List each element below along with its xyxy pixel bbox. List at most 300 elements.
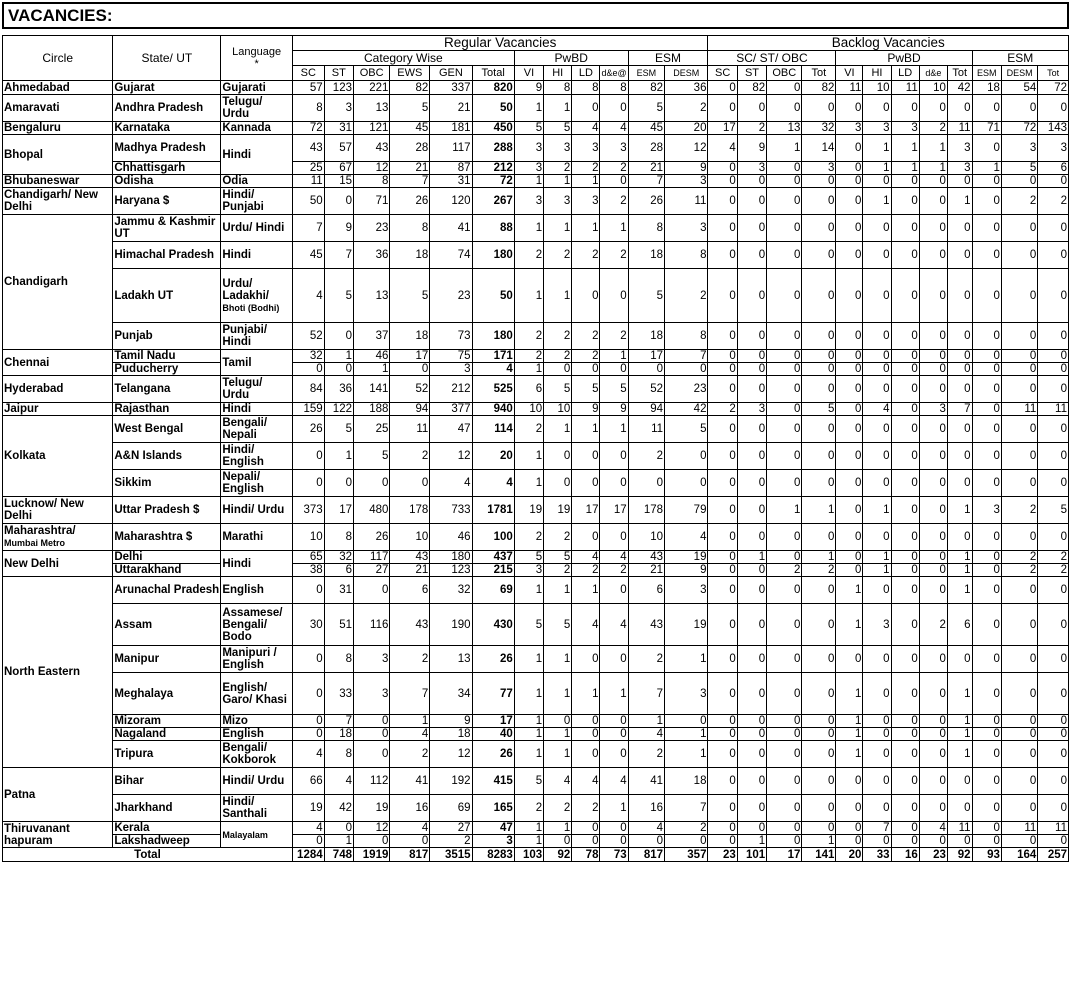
value-cell: 1	[947, 741, 972, 768]
value-cell: 40	[472, 728, 514, 741]
language-cell: Tamil	[221, 350, 293, 376]
value-cell: 77	[472, 673, 514, 715]
value-cell: 0	[1038, 768, 1069, 795]
value-cell: 4	[544, 768, 572, 795]
value-cell: 2	[628, 646, 664, 673]
value-cell: 1	[353, 363, 389, 376]
value-cell: 116	[353, 604, 389, 646]
value-cell: 215	[472, 564, 514, 577]
value-cell: 2	[600, 242, 628, 269]
table-row	[3, 376, 1069, 403]
value-cell: 0	[1001, 835, 1037, 848]
value-cell: 3	[472, 835, 514, 848]
value-cell: 23	[665, 376, 708, 403]
value-cell: 1	[514, 363, 543, 376]
value-cell: 0	[572, 822, 600, 835]
header-language-mark: *	[254, 58, 259, 70]
value-cell: 0	[802, 646, 836, 673]
value-cell: 0	[919, 835, 947, 848]
value-cell: 43	[292, 135, 324, 162]
value-cell: 0	[1038, 363, 1069, 376]
value-cell: 13	[353, 95, 389, 122]
value-cell: 123	[430, 564, 472, 577]
header-backlog-esm: ESM	[972, 51, 1068, 66]
value-cell: 2	[390, 741, 430, 768]
col-header-regular-6: VI	[514, 66, 543, 81]
col-header-backlog-0: SC	[708, 66, 737, 81]
value-cell: 0	[600, 524, 628, 551]
value-cell: 0	[292, 470, 324, 497]
value-cell: 1	[600, 215, 628, 242]
value-cell: 23	[430, 269, 472, 323]
language-cell	[221, 323, 293, 350]
value-cell: 0	[767, 376, 802, 403]
state-cell: Punjab	[113, 323, 221, 350]
value-cell: 1	[947, 551, 972, 564]
value-cell: 0	[1001, 269, 1037, 323]
value-cell: 75	[430, 350, 472, 363]
header-regular-vacancies: Regular Vacancies	[292, 36, 708, 51]
value-cell: 0	[767, 524, 802, 551]
value-cell: 0	[767, 350, 802, 363]
value-cell: 3	[514, 162, 543, 175]
value-cell: 7	[324, 242, 353, 269]
table-row	[3, 728, 1069, 741]
value-cell: 1	[665, 741, 708, 768]
value-cell: 0	[390, 363, 430, 376]
value-cell: 0	[972, 524, 1001, 551]
value-cell: 0	[737, 795, 766, 822]
value-cell: 0	[737, 175, 766, 188]
value-cell: 114	[472, 416, 514, 443]
value-cell: 221	[353, 81, 389, 95]
language-cell	[221, 175, 293, 188]
value-cell: 4	[600, 551, 628, 564]
header-sc-st-obc: SC/ ST/ OBC	[708, 51, 836, 66]
value-cell: 0	[836, 795, 863, 822]
value-cell: 0	[1038, 715, 1069, 728]
value-cell: 3	[572, 188, 600, 215]
value-cell: 0	[891, 551, 919, 564]
total-value-cell: 93	[972, 848, 1001, 862]
value-cell: 19	[514, 497, 543, 524]
value-cell: 0	[737, 646, 766, 673]
state-cell: Uttar Pradesh $	[113, 497, 221, 524]
value-cell: 57	[324, 135, 353, 162]
language-cell	[221, 470, 293, 497]
value-cell: 0	[972, 443, 1001, 470]
value-cell: 120	[430, 188, 472, 215]
value-cell: 0	[863, 768, 891, 795]
value-cell: 0	[891, 728, 919, 741]
value-cell: 13	[353, 269, 389, 323]
value-cell: 0	[836, 403, 863, 416]
value-cell: 0	[390, 470, 430, 497]
value-cell: 2	[1038, 188, 1069, 215]
value-cell: 4	[628, 728, 664, 741]
language-cell	[221, 95, 293, 122]
value-cell: 2	[1001, 551, 1037, 564]
value-cell: 79	[665, 497, 708, 524]
circle-name: Lucknow/ New Delhi	[4, 498, 84, 522]
value-cell: 0	[891, 768, 919, 795]
value-cell: 0	[665, 363, 708, 376]
value-cell: 0	[972, 673, 1001, 715]
value-cell: 0	[972, 135, 1001, 162]
value-cell: 0	[891, 376, 919, 403]
value-cell: 8	[324, 524, 353, 551]
value-cell: 4	[472, 470, 514, 497]
value-cell: 5	[514, 768, 543, 795]
value-cell: 0	[665, 835, 708, 848]
value-cell: 3	[737, 162, 766, 175]
value-cell: 0	[708, 551, 737, 564]
value-cell: 1	[600, 673, 628, 715]
value-cell: 0	[708, 376, 737, 403]
table-row	[3, 242, 1069, 269]
value-cell: 0	[544, 443, 572, 470]
value-cell: 32	[324, 551, 353, 564]
value-cell: 18	[628, 242, 664, 269]
value-cell: 1	[324, 835, 353, 848]
value-cell: 0	[863, 728, 891, 741]
value-cell: 5	[324, 269, 353, 323]
value-cell: 84	[292, 376, 324, 403]
table-row	[3, 363, 1069, 376]
circle-cell	[3, 175, 113, 188]
value-cell: 45	[628, 122, 664, 135]
value-cell: 5	[514, 551, 543, 564]
value-cell: 1	[572, 175, 600, 188]
language-cell	[221, 443, 293, 470]
value-cell: 0	[863, 715, 891, 728]
value-cell: 0	[891, 443, 919, 470]
value-cell: 2	[600, 564, 628, 577]
value-cell: 1	[572, 577, 600, 604]
value-cell: 0	[1001, 443, 1037, 470]
value-cell: 31	[324, 122, 353, 135]
value-cell: 47	[430, 416, 472, 443]
value-cell: 0	[1038, 577, 1069, 604]
value-cell: 0	[802, 768, 836, 795]
total-value-cell: 1284	[292, 848, 324, 862]
language-name: English/ Garo/ Khasi	[222, 681, 287, 706]
value-cell: 0	[802, 242, 836, 269]
value-cell: 0	[891, 577, 919, 604]
value-cell: 0	[1038, 95, 1069, 122]
col-header-regular-5: Total	[472, 66, 514, 81]
value-cell: 4	[390, 822, 430, 835]
value-cell: 33	[324, 673, 353, 715]
value-cell: 165	[472, 795, 514, 822]
value-cell: 0	[1038, 741, 1069, 768]
value-cell: 2	[737, 122, 766, 135]
value-cell: 2	[572, 162, 600, 175]
value-cell: 0	[863, 470, 891, 497]
value-cell: 0	[767, 323, 802, 350]
language-name: Hindi/ Urdu	[222, 775, 285, 787]
circle-cell	[3, 497, 113, 524]
value-cell: 2	[919, 604, 947, 646]
value-cell: 0	[737, 470, 766, 497]
value-cell: 6	[1038, 162, 1069, 175]
state-cell: Ladakh UT	[113, 269, 221, 323]
value-cell: 0	[972, 564, 1001, 577]
value-cell: 1	[891, 162, 919, 175]
table-row	[3, 715, 1069, 728]
circle-name: Thiruvanant hapuram	[4, 822, 70, 847]
total-value-cell: 103	[514, 848, 543, 862]
value-cell: 0	[947, 470, 972, 497]
value-cell: 1	[802, 835, 836, 848]
value-cell: 0	[1001, 95, 1037, 122]
value-cell: 2	[600, 323, 628, 350]
value-cell: 0	[292, 577, 324, 604]
value-cell: 2	[390, 443, 430, 470]
value-cell: 65	[292, 551, 324, 564]
value-cell: 0	[572, 269, 600, 323]
total-value-cell: 1919	[353, 848, 389, 862]
language-name: Mizo	[222, 715, 248, 727]
value-cell: 0	[353, 715, 389, 728]
value-cell: 0	[947, 376, 972, 403]
value-cell: 3	[353, 673, 389, 715]
value-cell: 18	[972, 81, 1001, 95]
value-cell: 0	[802, 524, 836, 551]
col-header-regular-1: ST	[324, 66, 353, 81]
value-cell: 0	[708, 564, 737, 577]
value-cell: 21	[628, 564, 664, 577]
value-cell: 0	[600, 470, 628, 497]
value-cell: 94	[390, 403, 430, 416]
language-cell	[221, 215, 293, 242]
value-cell: 9	[324, 215, 353, 242]
value-cell: 180	[472, 323, 514, 350]
value-cell: 1	[600, 416, 628, 443]
value-cell: 0	[919, 795, 947, 822]
value-cell: 0	[919, 564, 947, 577]
value-cell: 1	[514, 269, 543, 323]
language-name: Hindi	[222, 403, 252, 415]
value-cell: 0	[767, 715, 802, 728]
value-cell: 437	[472, 551, 514, 564]
language-cell	[221, 577, 293, 604]
value-cell: 0	[737, 188, 766, 215]
value-cell: 0	[836, 470, 863, 497]
value-cell: 0	[836, 416, 863, 443]
value-cell: 0	[767, 646, 802, 673]
table-row	[3, 604, 1069, 646]
value-cell: 0	[891, 363, 919, 376]
value-cell: 0	[767, 443, 802, 470]
value-cell: 0	[919, 350, 947, 363]
col-header-regular-7: HI	[544, 66, 572, 81]
value-cell: 8	[665, 242, 708, 269]
col-header-backlog-2: OBC	[767, 66, 802, 81]
total-value-cell: 817	[390, 848, 430, 862]
circle-name: Kolkata	[4, 450, 46, 462]
value-cell: 0	[891, 95, 919, 122]
value-cell: 0	[947, 215, 972, 242]
value-cell: 0	[836, 376, 863, 403]
value-cell: 2	[544, 564, 572, 577]
value-cell: 0	[708, 269, 737, 323]
value-cell: 1	[324, 443, 353, 470]
value-cell: 8	[600, 81, 628, 95]
value-cell: 0	[600, 741, 628, 768]
circle-cell	[3, 95, 113, 122]
value-cell: 0	[972, 323, 1001, 350]
value-cell: 1	[544, 646, 572, 673]
value-cell: 0	[292, 673, 324, 715]
value-cell: 3	[544, 135, 572, 162]
value-cell: 1	[972, 162, 1001, 175]
value-cell: 0	[802, 577, 836, 604]
value-cell: 3	[514, 188, 543, 215]
value-cell: 11	[1038, 403, 1069, 416]
value-cell: 4	[863, 403, 891, 416]
value-cell: 0	[767, 835, 802, 848]
value-cell: 50	[472, 95, 514, 122]
value-cell: 27	[430, 822, 472, 835]
language-name: English	[222, 728, 264, 740]
value-cell: 82	[390, 81, 430, 95]
value-cell: 0	[802, 822, 836, 835]
value-cell: 71	[972, 122, 1001, 135]
value-cell: 0	[836, 768, 863, 795]
value-cell: 2	[628, 443, 664, 470]
value-cell: 10	[863, 81, 891, 95]
value-cell: 30	[292, 604, 324, 646]
value-cell: 2	[767, 564, 802, 577]
value-cell: 0	[972, 363, 1001, 376]
state-cell: Maharashtra $	[113, 524, 221, 551]
value-cell: 1	[947, 497, 972, 524]
value-cell: 0	[1038, 323, 1069, 350]
value-cell: 1	[863, 564, 891, 577]
value-cell: 0	[767, 795, 802, 822]
language-cell	[221, 524, 293, 551]
value-cell: 0	[802, 443, 836, 470]
value-cell: 0	[947, 768, 972, 795]
value-cell: 0	[947, 363, 972, 376]
value-cell: 0	[836, 188, 863, 215]
value-cell: 0	[972, 269, 1001, 323]
value-cell: 0	[1001, 646, 1037, 673]
value-cell: 0	[708, 577, 737, 604]
value-cell: 0	[737, 564, 766, 577]
value-cell: 2	[802, 564, 836, 577]
value-cell: 3	[947, 135, 972, 162]
value-cell: 1	[863, 497, 891, 524]
value-cell: 1	[514, 95, 543, 122]
value-cell: 0	[836, 162, 863, 175]
value-cell: 1	[947, 188, 972, 215]
language-cell	[221, 497, 293, 524]
language-cell	[221, 715, 293, 728]
value-cell: 5	[572, 376, 600, 403]
value-cell: 0	[767, 604, 802, 646]
value-cell: 26	[292, 416, 324, 443]
value-cell: 0	[836, 497, 863, 524]
value-cell: 0	[292, 715, 324, 728]
value-cell: 1	[767, 497, 802, 524]
value-cell: 4	[628, 822, 664, 835]
total-value-cell: 92	[947, 848, 972, 862]
value-cell: 26	[472, 646, 514, 673]
state-cell: Kerala	[113, 822, 221, 835]
value-cell: 7	[390, 175, 430, 188]
circle-name: North Eastern	[4, 666, 81, 678]
value-cell: 50	[292, 188, 324, 215]
value-cell: 0	[572, 741, 600, 768]
value-cell: 11	[665, 188, 708, 215]
value-cell: 12	[430, 741, 472, 768]
value-cell: 32	[430, 577, 472, 604]
value-cell: 180	[472, 242, 514, 269]
value-cell: 0	[767, 673, 802, 715]
value-cell: 0	[836, 135, 863, 162]
value-cell: 0	[353, 577, 389, 604]
value-cell: 19	[665, 604, 708, 646]
value-cell: 36	[353, 242, 389, 269]
value-cell: 0	[919, 715, 947, 728]
language-name: Nepali/ English	[222, 471, 264, 495]
value-cell: 8	[390, 215, 430, 242]
value-cell: 5	[628, 269, 664, 323]
state-cell: Meghalaya	[113, 673, 221, 715]
circle-cell	[3, 551, 113, 577]
value-cell: 0	[836, 363, 863, 376]
value-cell: 6	[628, 577, 664, 604]
value-cell: 0	[972, 175, 1001, 188]
value-cell: 52	[292, 323, 324, 350]
value-cell: 377	[430, 403, 472, 416]
value-cell: 8	[292, 95, 324, 122]
value-cell: 4	[390, 728, 430, 741]
language-name: Telugu/ Urdu	[222, 377, 263, 401]
value-cell: 2	[544, 350, 572, 363]
value-cell: 1	[600, 350, 628, 363]
value-cell: 1	[836, 577, 863, 604]
total-value-cell: 73	[600, 848, 628, 862]
value-cell: 4	[600, 604, 628, 646]
value-cell: 0	[708, 175, 737, 188]
value-cell: 0	[947, 323, 972, 350]
value-cell: 5	[324, 416, 353, 443]
value-cell: 28	[628, 135, 664, 162]
value-cell: 2	[628, 741, 664, 768]
value-cell: 12	[353, 822, 389, 835]
value-cell: 16	[390, 795, 430, 822]
circle-name: Patna	[4, 788, 36, 801]
value-cell: 3	[514, 564, 543, 577]
value-cell: 5	[514, 122, 543, 135]
value-cell: 4	[665, 524, 708, 551]
value-cell: 17	[472, 715, 514, 728]
value-cell: 0	[1001, 715, 1037, 728]
header-backlog-vacancies: Backlog Vacancies	[708, 36, 1069, 51]
value-cell: 0	[708, 604, 737, 646]
value-cell: 0	[972, 835, 1001, 848]
value-cell: 0	[1001, 470, 1037, 497]
value-cell: 0	[708, 242, 737, 269]
value-cell: 0	[836, 822, 863, 835]
value-cell: 0	[891, 715, 919, 728]
col-header-regular-9: d&e@	[600, 66, 628, 81]
value-cell: 0	[737, 242, 766, 269]
value-cell: 1	[947, 577, 972, 604]
